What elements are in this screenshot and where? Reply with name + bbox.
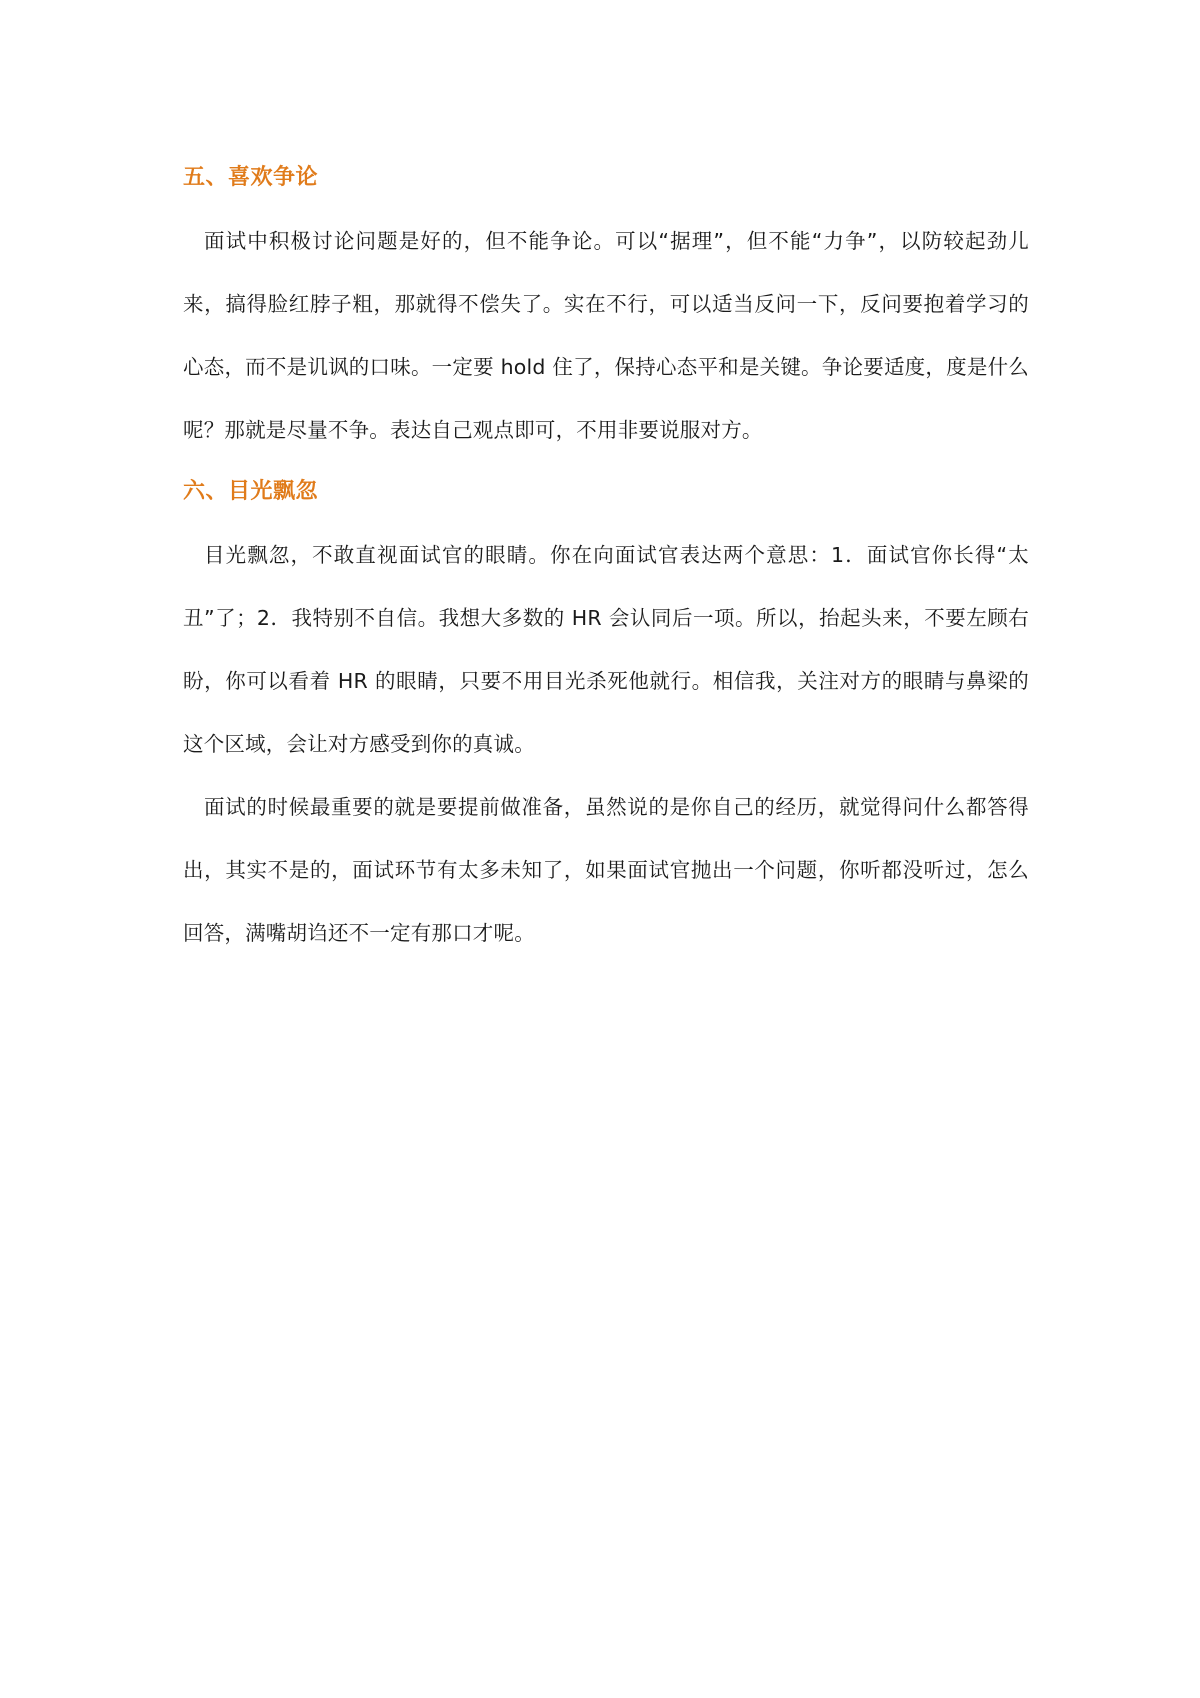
section-paragraph: 面试中积极讨论问题是好的，但不能争论。可以“据理”，但不能“力争”，以防较起劲儿来，搞得脸红脖子粗，那就得不偿失了。实在不行，可以适当反问一下，反问要抱着学习的心态，而不是讥讽的口味。一定要 hold 住了，保持心态平和是关键。争论要适度，度是什么呢？那就是尽量不争。表达自己观点即可，不用非要说服对方。 — [183, 229, 1029, 442]
document-body — [183, 150, 1029, 965]
section-heading-arguing: 五、喜欢争论 — [183, 165, 319, 190]
section-heading-wandering-gaze: 六、目光飘忽 — [183, 479, 319, 504]
section-paragraph: 面试的时候最重要的就是要提前做准备，虽然说的是你自己的经历，就觉得问什么都答得出，其实不是的，面试环节有太多未知了，如果面试官抛出一个问题，你听都没听过，怎么回答，满嘴胡诌还不一定有那口才呢。 — [183, 795, 1029, 945]
section-paragraph: 目光飘忽，不敢直视面试官的眼睛。你在向面试官表达两个意思：1．面试官你长得“太丑”了；2．我特别不自信。我想大多数的 HR 会认同后一项。所以，抬起头来，不要左顾右盼，你可以看着 HR 的眼睛，只要不用目光杀死他就行。相信我，关注对方的眼睛与鼻梁的这个区域，会让对方感受到你的真诚。 — [183, 543, 1029, 756]
